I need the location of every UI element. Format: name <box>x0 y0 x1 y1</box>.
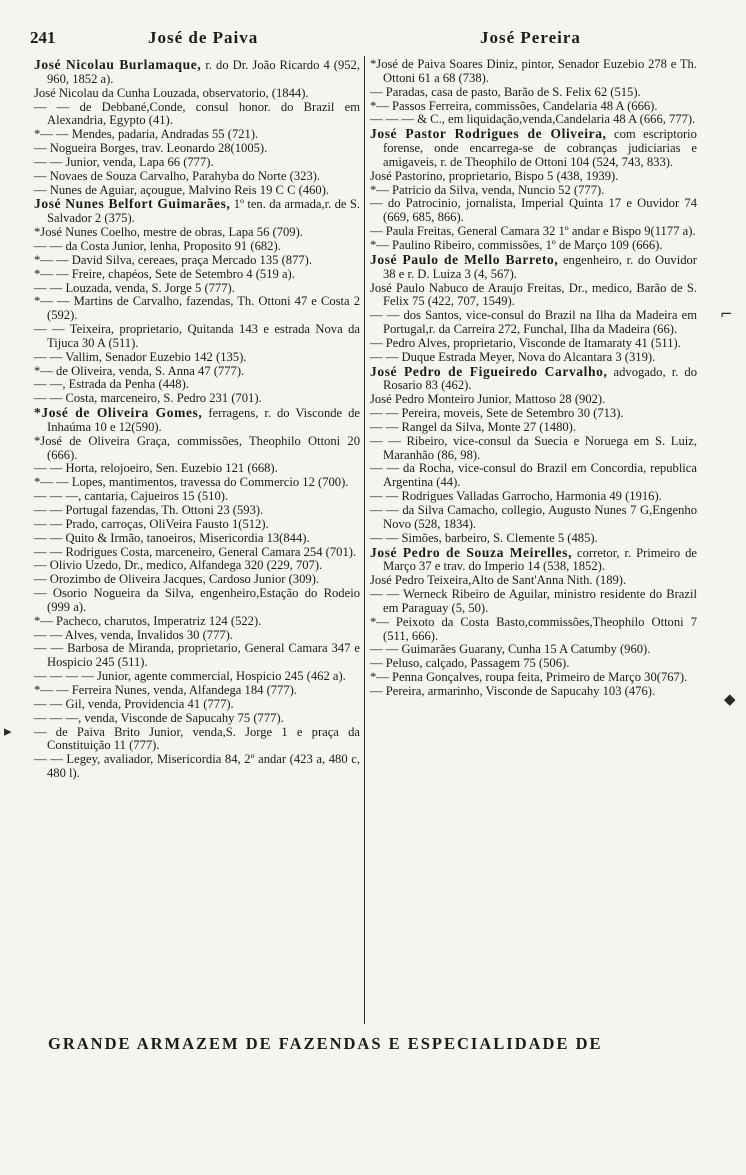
entry-text: — — — — Junior, agente commercial, Hospicio 245 (462 a). <box>34 669 346 684</box>
entry-text: — — Rangel da Silva, Monte 27 (1480). <box>370 419 577 434</box>
directory-entry <box>370 113 697 127</box>
directory-entry <box>370 393 697 407</box>
entry-text: — — dos Santos, vice-consul do Brazil na Ilha da Madeira em Portugal,r. da Carreira 272, Funchal, Ilha da Madeira (66). <box>370 308 697 337</box>
directory-entry <box>34 295 360 323</box>
entry-text: corretor, r. Primeiro de Março 37 e trav. do Imperio 14 (538, 1852). <box>383 545 697 574</box>
entry-text: — — da Silva Camacho, collegio, Augusto Nunes 7 G,Engenho Novo (528, 1834). <box>370 503 697 531</box>
entry-text: — Nogueira Borges, trav. Leonardo 28(1005). <box>34 141 268 156</box>
entry-text: — — Ribeiro, vice-consul da Suecia e Noruega em S. Luiz, Maranhão (86, 98). <box>370 433 697 462</box>
directory-entry <box>370 616 697 644</box>
directory-entry <box>34 378 360 392</box>
entry-text: — do Patrocinio, jornalista, Imperial Quinta 17 e Ouvidor 74 (669, 685, 866). <box>370 196 697 225</box>
directory-entry <box>34 170 360 184</box>
entry-text: *— — Martins de Carvalho, fazendas, Th. Ottoni 47 e Costa 2 (592). <box>34 294 360 323</box>
directory-entry <box>34 58 360 87</box>
entry-name-bold: José Nicolau Burlamaque, <box>34 57 202 72</box>
entry-text: *José de Paiva Soares Diniz, pintor, Senador Euzebio 278 e Th. Ottoni 61 a 68 (738). <box>370 57 697 85</box>
directory-entry <box>34 615 360 629</box>
entry-text: ferragens, r. do Visconde de Inhaúma 10 e 12(590). <box>47 406 361 434</box>
directory-entry <box>370 239 697 253</box>
directory-entry <box>370 462 697 490</box>
entry-text: — — Gil, venda, Providencia 41 (777). <box>34 696 234 711</box>
entry-text: *— — Freire, chapéos, Sete de Setembro 4 (519 a). <box>34 266 295 281</box>
directory-entry <box>34 670 360 684</box>
directory-entry <box>370 197 697 225</box>
entry-text: — Novaes de Souza Carvalho, Parahyba do Norte (323). <box>34 168 321 183</box>
directory-entry <box>34 323 360 351</box>
entry-text: — — —, cantaria, Cajueiros 15 (510). <box>34 489 229 504</box>
entry-text: *— Pacheco, charutos, Imperatriz 124 (522). <box>34 613 262 628</box>
entry-text: *— Penna Gonçalves, roupa feita, Primeiro de Março 30(767). <box>370 670 688 685</box>
directory-entry <box>34 240 360 254</box>
entry-text: — Peluso, calçado, Passagem 75 (506). <box>370 656 570 671</box>
directory-entry <box>34 504 360 518</box>
entry-text: — Pereira, armarinho, Visconde de Sapucahy 103 (476). <box>370 683 656 698</box>
margin-mark: ◆ <box>724 690 736 708</box>
entry-text: — — Rodrigues Costa, marceneiro, General Camara 254 (701). <box>34 544 357 559</box>
directory-entry <box>34 406 360 435</box>
entry-text: — Orozimbo de Oliveira Jacques, Cardoso Junior (309). <box>34 572 320 587</box>
directory-entry <box>34 546 360 560</box>
directory-entry <box>34 712 360 726</box>
directory-entry <box>34 351 360 365</box>
directory-entry <box>34 476 360 490</box>
directory-entry <box>34 254 360 268</box>
left-running-head: José de Paiva <box>148 28 259 47</box>
directory-entry <box>370 225 697 239</box>
right-running-head: José Pereira <box>480 28 581 47</box>
entry-name-bold: José Paulo de Mello Barreto, <box>370 251 559 267</box>
directory-entry <box>34 559 360 573</box>
entry-text: — Olivio Uzedo, Dr., medico, Alfandega 320 (229, 707). <box>34 558 323 573</box>
entry-text: engenheiro, r. do Ouvidor 38 e r. D. Luiza 3 (4, 567). <box>383 252 697 281</box>
directory-entry <box>34 101 360 129</box>
entry-text: — Pedro Alves, proprietario, Visconde de Itamaraty 41 (511). <box>370 335 681 350</box>
entry-name-bold: José Nunes Belfort Guimarães, <box>34 196 231 212</box>
entry-text: *— Passos Ferreira, commissões, Candelaria 48 A (666). <box>370 98 658 113</box>
directory-entry <box>34 726 360 754</box>
directory-entry <box>370 127 697 170</box>
directory-entry <box>34 156 360 170</box>
entry-text: — Osorio Nogueira da Silva, engenheiro,Estação do Rodeio (999 a). <box>34 586 360 614</box>
entry-text: com escriptorio forense, onde encarrega-se de cobranças judiciarias e amigaveis, r. de Theophilo de Ottoni 104 (524, 743, 833). <box>383 127 697 169</box>
directory-entry <box>370 421 697 435</box>
directory-entry <box>370 337 697 351</box>
entry-text: — — Alves, venda, Invalidos 30 (777). <box>34 627 234 642</box>
entry-text: *— — Ferreira Nunes, venda, Alfandega 184 (777). <box>34 682 297 697</box>
entry-text: — —, Estrada da Penha (448). <box>34 377 189 392</box>
entry-text: José Paulo Nabuco de Araujo Freitas, Dr., medico, Barão de S. Felix 75 (422, 707, 1549). <box>370 280 697 309</box>
directory-entry <box>370 546 697 575</box>
entry-text: — — Louzada, venda, S. Jorge 5 (777). <box>34 280 235 295</box>
left-column <box>34 58 360 781</box>
directory-entry <box>370 351 697 365</box>
directory-entry <box>370 532 697 546</box>
entry-text: — Paradas, casa de pasto, Barão de S. Felix 62 (515). <box>370 84 641 99</box>
entry-text: *— Patricio da Silva, venda, Nuncio 52 (777). <box>370 182 605 197</box>
directory-entry <box>370 435 697 463</box>
entry-text: — — Simões, barbeiro, S. Clemente 5 (485). <box>370 530 598 545</box>
entry-text: — — Prado, carroças, OliVeira Fausto 1(512). <box>34 516 269 531</box>
entry-text: — Paula Freitas, General Camara 32 1º andar e Bispo 9(1177 a). <box>370 224 696 239</box>
directory-entry <box>370 253 697 282</box>
directory-entry <box>34 462 360 476</box>
entry-text: — — Pereira, moveis, Sete de Setembro 30 (713). <box>370 406 624 421</box>
right-column <box>370 58 697 699</box>
page-number: 241 <box>30 28 56 47</box>
entry-text: — — de Debbané,Conde, consul honor. do Brazil em Alexandria, Egypto (41). <box>34 99 360 128</box>
directory-entry <box>370 657 697 671</box>
directory-entry <box>370 309 697 337</box>
entry-text: — — Costa, marceneiro, S. Pedro 231 (701). <box>34 391 262 406</box>
directory-entry <box>34 642 360 670</box>
directory-entry <box>370 671 697 685</box>
entry-text: — — Quito & Irmão, tanoeiros, Misericordia 13(844). <box>34 530 310 545</box>
directory-entry <box>370 574 697 588</box>
directory-entry <box>34 698 360 712</box>
entry-text: *— Paulino Ribeiro, commissões, 1º de Março 109 (666). <box>370 237 663 252</box>
entry-text: *— de Oliveira, venda, S. Anna 47 (777). <box>34 363 245 378</box>
margin-mark: ▸ <box>4 722 12 740</box>
directory-entry <box>34 142 360 156</box>
entry-text: — — —, venda, Visconde de Sapucahy 75 (777). <box>34 710 284 725</box>
entry-text: *— Peixoto da Costa Basto,commissões,Theophilo Ottoni 7 (511, 666). <box>370 614 697 643</box>
directory-entry <box>34 518 360 532</box>
margin-mark: ⌐ <box>720 305 733 323</box>
directory-entry <box>34 587 360 615</box>
directory-entry <box>34 87 360 101</box>
directory-entry <box>34 684 360 698</box>
directory-entry <box>370 490 697 504</box>
entry-text: — — Vallim, Senador Euzebio 142 (135). <box>34 349 247 364</box>
directory-entry <box>34 392 360 406</box>
directory-entry <box>370 588 697 616</box>
directory-entry <box>370 685 697 699</box>
entry-text: — — Horta, relojoeiro, Sen. Euzebio 121 (668). <box>34 461 278 476</box>
entry-text: *— — Lopes, mantimentos, travessa do Commercio 12 (700). <box>34 475 349 490</box>
entry-name-bold: *José de Oliveira Gomes, <box>34 405 203 421</box>
entry-text: José Pastorino, proprietario, Bispo 5 (438, 1939). <box>370 168 619 183</box>
entry-text: — — Legey, avaliador, Misericordia 84, 2º andar (423 a, 480 c, 480 l). <box>34 752 360 781</box>
entry-text: — — Duque Estrada Meyer, Nova do Alcantara 3 (319). <box>370 349 656 364</box>
entry-text: — — Werneck Ribeiro de Aguilar, ministro residente do Brazil em Paraguay (5, 50). <box>370 587 697 615</box>
directory-entry <box>34 128 360 142</box>
entry-text: José Pedro Teixeira,Alto de Sant'Anna Nith. (189). <box>370 573 627 588</box>
entry-text: — — Teixeira, proprietario, Quitanda 143 e estrada Nova da Tijuca 30 A (511). <box>34 322 360 350</box>
directory-entry <box>370 184 697 198</box>
entry-text: — — Rodrigues Valladas Garrocho, Harmonia 49 (1916). <box>370 489 662 504</box>
entry-text: — Nunes de Aguiar, açougue, Malvino Reis 19 C C (460). <box>34 182 330 197</box>
directory-entry <box>34 197 360 226</box>
directory-entry <box>34 184 360 198</box>
directory-entry <box>370 407 697 421</box>
entry-text: José Nicolau da Cunha Louzada, observatorio, (1844). <box>34 85 309 100</box>
directory-entry <box>34 532 360 546</box>
directory-entry <box>34 268 360 282</box>
directory-entry <box>370 58 697 86</box>
entry-text: — — Guimarães Guarany, Cunha 15 A Catumby (960). <box>370 642 651 657</box>
directory-entry <box>370 86 697 100</box>
entry-text: José Pedro Monteiro Junior, Mattoso 28 (902). <box>370 392 606 407</box>
entry-name-bold: José Pedro de Souza Meirelles, <box>370 544 573 560</box>
directory-entry <box>34 753 360 781</box>
entry-text: *— — David Silva, cereaes, praça Mercado 135 (877). <box>34 252 313 267</box>
entry-text: — — Junior, venda, Lapa 66 (777). <box>34 154 214 169</box>
directory-entry <box>34 490 360 504</box>
directory-entry <box>34 226 360 240</box>
entry-text: — de Paiva Brito Junior, venda,S. Jorge 1 e praça da Constituição 11 (777). <box>34 724 360 753</box>
directory-entry <box>34 435 360 463</box>
entry-name-bold: José Pedro de Figueiredo Carvalho, <box>370 363 608 379</box>
running-header <box>30 28 692 50</box>
entry-text: — — da Rocha, vice-consul do Brazil em Concordia, republica Argentina (44). <box>370 461 697 490</box>
directory-entry <box>370 643 697 657</box>
entry-text: 1º ten. da armada,r. de S. Salvador 2 (375). <box>47 197 360 226</box>
directory-entry <box>370 170 697 184</box>
entry-text: *José de Oliveira Graça, commissões, Theophilo Ottoni 20 (666). <box>34 433 360 462</box>
entry-text: — — — & C., em liquidação,venda,Candelaria 48 A (666, 777). <box>370 112 696 127</box>
directory-entry <box>370 504 697 532</box>
entry-text: *— — Mendes, padaria, Andradas 55 (721). <box>34 127 259 142</box>
entry-name-bold: José Pastor Rodrigues de Oliveira, <box>370 126 607 142</box>
entry-text: r. do Dr. João Ricardo 4 (952, 960, 1852 a). <box>47 58 361 86</box>
directory-entry <box>34 365 360 379</box>
directory-entry <box>370 282 697 310</box>
directory-entry <box>370 100 697 114</box>
advertisement-banner: GRANDE ARMAZEM DE FAZENDAS E ESPECIALIDADE DE <box>48 1034 603 1053</box>
column-divider <box>364 56 365 1024</box>
entry-text: — — Portugal fazendas, Th. Ottoni 23 (593). <box>34 503 264 517</box>
entry-text: — — da Costa Junior, lenha, Proposito 91 (682). <box>34 238 281 253</box>
entry-text: — — Barbosa de Miranda, proprietario, General Camara 347 e Hospicio 245 (511). <box>34 641 360 670</box>
directory-entry <box>34 282 360 296</box>
directory-entry <box>370 365 697 394</box>
directory-entry <box>34 573 360 587</box>
entry-text: advogado, r. do Rosario 83 (462). <box>383 364 698 393</box>
entry-text: *José Nunes Coelho, mestre de obras, Lapa 56 (709). <box>34 225 303 240</box>
directory-entry <box>34 629 360 643</box>
